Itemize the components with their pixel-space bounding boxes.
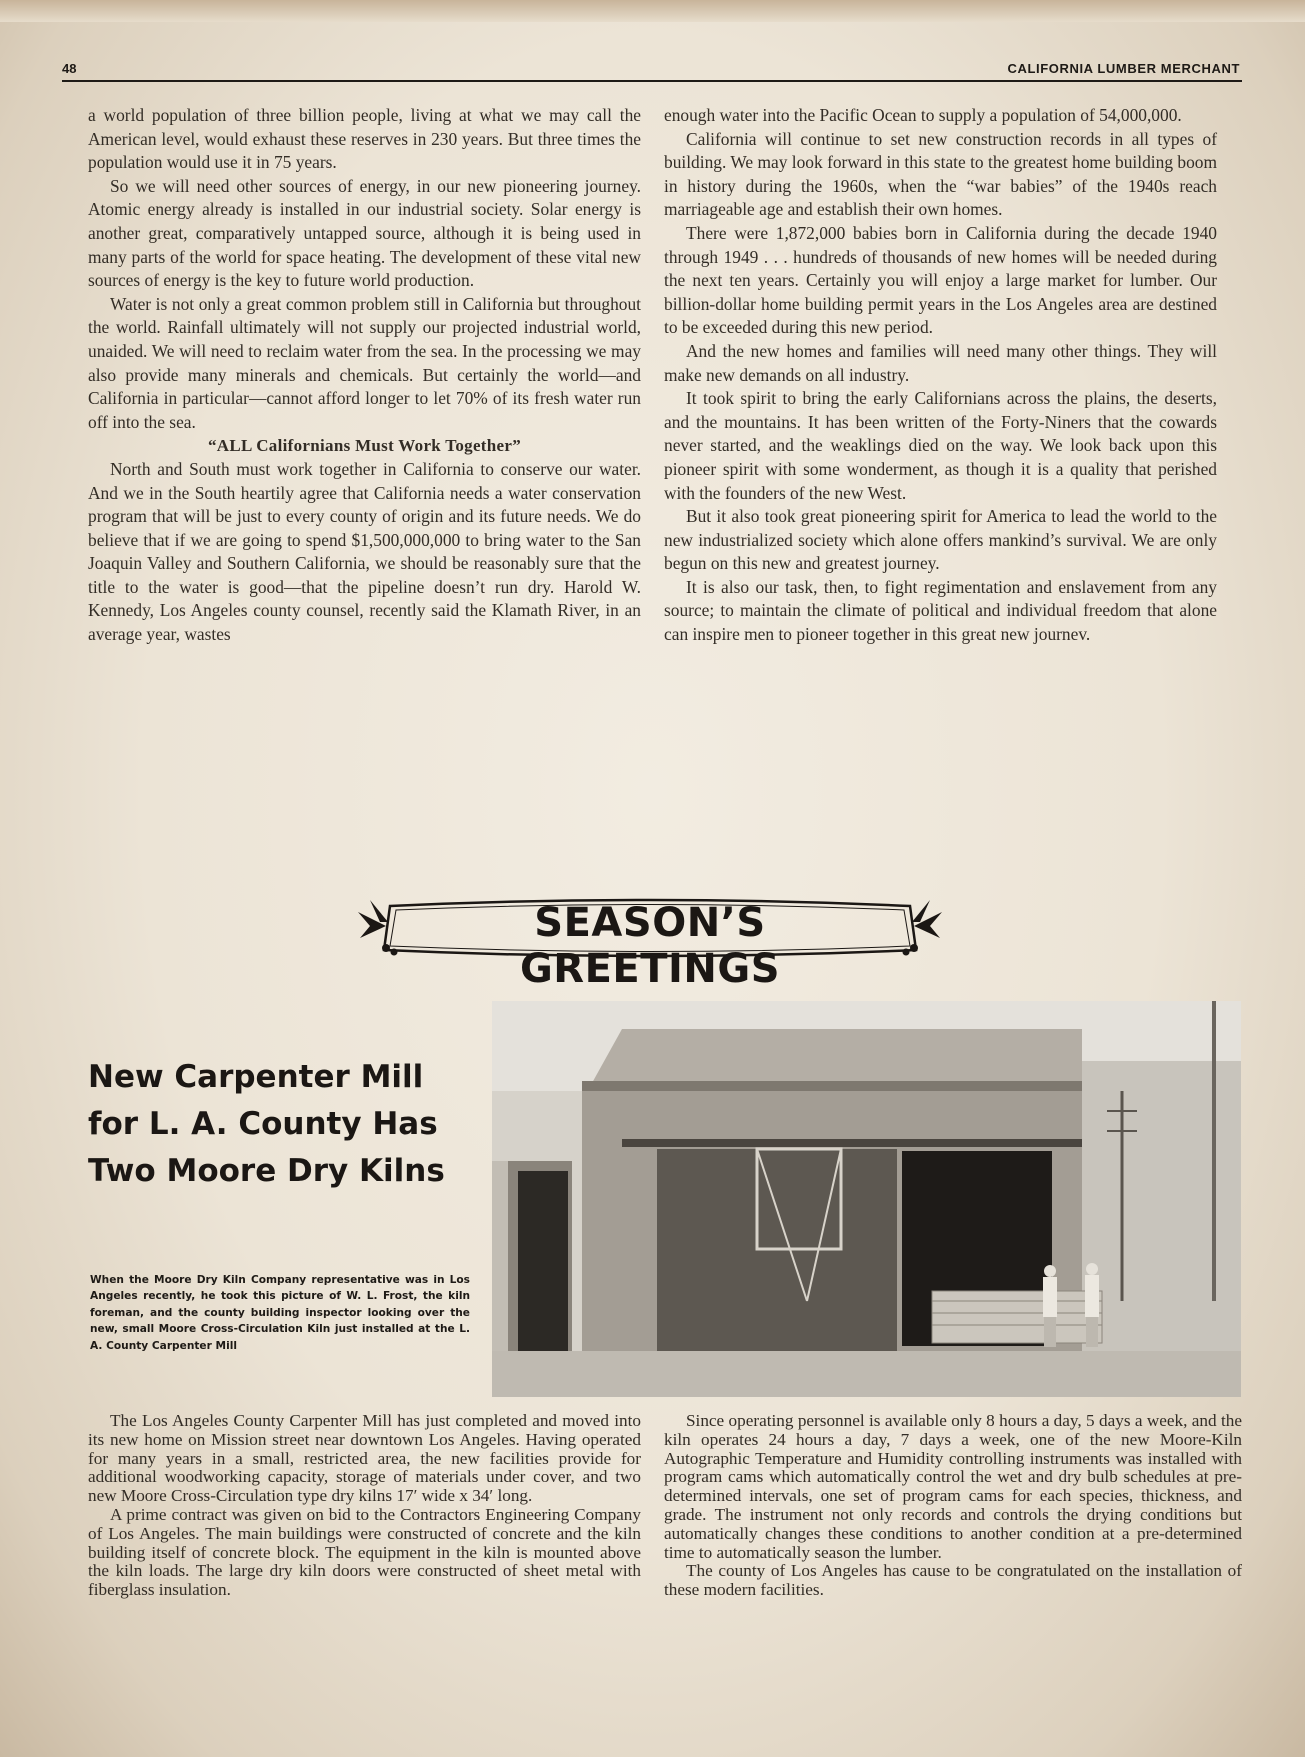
article-column-2 <box>664 104 1217 647</box>
kiln-building-image <box>492 1001 1241 1397</box>
paragraph: California will continue to set new construction records in all types of building. We may look forward in this state to the greatest home building boom in history during the 1960s, when the “war babies” of the 1940s reach marriageable age and establish their own homes. <box>664 128 1217 220</box>
paragraph: Since operating personnel is available only 8 hours a day, 5 days a week, and the kiln operates 24 hours a day, 7 days a week, one of the new Moore-Kiln Autographic Temperature and Humidity controlling instruments was installed with program cams which automatically control the wet and dry bulb schedules at pre-determined intervals, one set of program cams for each species, thickness, and grade. The instrument not only records and controls the drying conditions but automatically changes these conditions to another condition at a pre-determined time to automatically season the lumber. <box>664 1411 1242 1562</box>
holly-left-icon <box>358 900 398 956</box>
paragraph: The county of Los Angeles has cause to be congratulated on the installation of these modern facilities. <box>664 1561 1242 1600</box>
paragraph: enough water into the Pacific Ocean to supply a population of 54,000,000. <box>664 105 1182 125</box>
holly-right-icon <box>903 900 943 956</box>
headline-line: for L. A. County Has <box>88 1106 438 1142</box>
paragraph: But it also took great pioneering spirit for America to lead the world to the new industrialized society which alone offers mankind’s survival. We are only begun on this new and greatest journey. <box>664 506 1217 574</box>
headline-line: Two Moore Dry Kilns <box>88 1153 445 1189</box>
feature-column-1 <box>88 1412 641 1600</box>
kiln-photograph <box>492 1001 1241 1397</box>
paragraph: The Los Angeles County Carpenter Mill has just completed and moved into its new home on Mission street near downtown Los Angeles. Having operated for many years in a small, restricted area, the new facilities provide for additional woodworking capacity, storage of materials under cover, and two new Moore Cross-Circulation type dry kilns 17′ wide x 34′ long. <box>88 1411 641 1506</box>
scan-edge <box>0 0 1305 22</box>
paragraph: Water is not only a great common problem still in California but throughout the world. Rainfall ultimately will not supply our projected industrial world, unaided. We will need to reclaim water from the sea. In the processing we may also provide many minerals and chemicals. But certainly the world—and California in particular—cannot afford longer to let 70% of its fresh water run off into the sea. <box>88 293 641 432</box>
paragraph: A prime contract was given on bid to the Contractors Engineering Company of Los Angeles. The main buildings were constructed of concrete and the kiln building itself of concrete block. The equipment in the kiln is mounted above the kiln loads. The large dry kiln doors were constructed of sheet metal with fiberglass insulation. <box>88 1504 641 1600</box>
paragraph: It took spirit to bring the early Californians across the plains, the deserts, and the mountains. It has been written of the Forty-Niners that the cowards never started, and the weaklings died on the way. We look back upon this pioneer spirit with some wonderment, as though it is a quality that perished with the founders of the new West. <box>664 388 1217 503</box>
header-rule <box>62 80 1242 82</box>
paragraph: North and South must work together in California to conserve our water. And we in the South heartily agree that California needs a water conservation program that will be just to every county of origin and its future needs. We do believe that if we are going to spend $1,500,000,000 to bring water to the San Joaquin Valley and Southern California, we should be reasonably sure that the title to the water is good—that the pipeline doesn’t run dry. Harold W. Kennedy, Los Angeles county counsel, recently said the Klamath River, in an average year, wastes <box>88 458 641 645</box>
photo-caption: When the Moore Dry Kiln Company representative was in Los Angeles recently, he took this picture of W. L. Frost, the kiln foreman, and the county building inspector looking over the new, small Moore Cross-Circulation Kiln just installed at the L. A. County Carpenter Mill <box>90 1274 470 1352</box>
article-column-1 <box>88 104 641 647</box>
paragraph: And the new homes and families will need many other things. They will make new demands on all industry. <box>664 340 1217 385</box>
feature-headline <box>88 1054 488 1195</box>
running-header <box>62 58 1242 82</box>
subheading: “ALL Californians Must Work Together” <box>207 436 522 456</box>
seasons-greetings-banner <box>350 892 950 992</box>
page-number: 48 <box>62 61 77 76</box>
magazine-title: CALIFORNIA LUMBER MERCHANT <box>1007 61 1240 76</box>
paragraph: a world population of three billion people, living at what we may call the American level, would exhaust these reserves in 230 years. But three times the population would use it in 75 years. <box>88 105 641 173</box>
paragraph: It is also our task, then, to fight regimentation and enslavement from any source; to maintain the climate of political and individual freedom that alone can inspire men to pioneer together in this great new journev. <box>664 576 1217 645</box>
headline-line: New Carpenter Mill <box>88 1059 424 1095</box>
greeting-text: SEASON’S GREETINGS <box>519 900 781 992</box>
paragraph: So we will need other sources of energy, in our new pioneering journey. Atomic energy already is installed in our industrial society. Solar energy is another great, comparatively untapped source, although it is being used in many parts of the world for space heating. The development of these vital new sources of energy is the key to future world production. <box>88 175 641 291</box>
feature-column-2 <box>664 1412 1242 1600</box>
paragraph: There were 1,872,000 babies born in California during the decade 1940 through 1949 . . . hundreds of thousands of new homes will be needed during the next ten years. Certainly you will enjoy a large market for lumber. Our billion-dollar home building permit years in the Los Angeles area are destined to be exceeded during this new period. <box>664 222 1217 338</box>
